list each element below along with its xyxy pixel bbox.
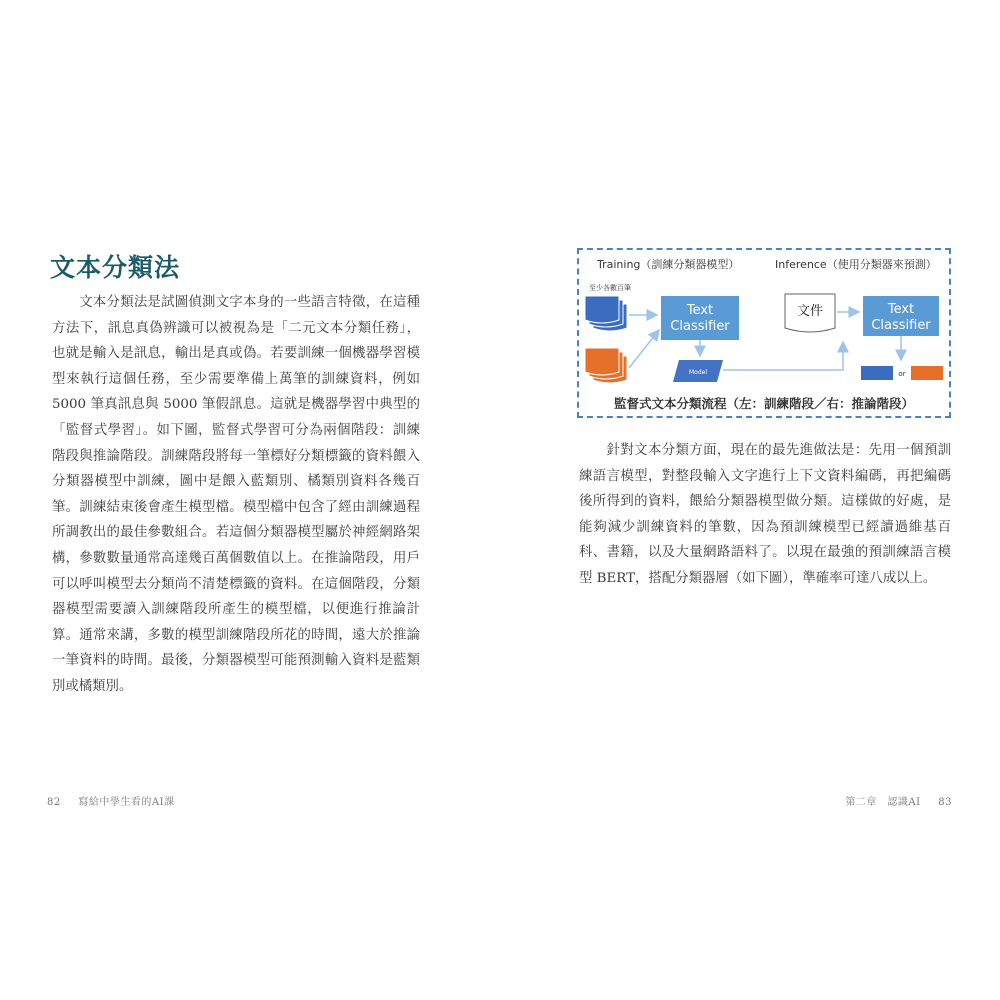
training-label: Training（訓練分類器模型） xyxy=(597,258,740,271)
left-page-number: 82 xyxy=(47,797,61,808)
right-paragraph: 針對文本分類方面，現在的最先進做法是：先用一個預訓練語言模型，對整段輸入文字進行上下文資料編碼，再把編碼後所得到的資料，餵給分類器模型做分類。這樣做的好處，是能夠減少訓練資料的筆數，因為預訓練模型已經讀過維基百科、書籍，以及大量網路語料了。以現在最強的預訓練語言模型 BERT，搭配分類器層（如下圖），準確率可達八成以上。 xyxy=(579,443,951,586)
left-paragraph: 文本分類法是試圖偵測文字本身的一些語言特徵，在這種方法下，訊息真偽辨識可以被視為是「二元文本分類任務」，也就是輸入是訊息，輸出是真或偽。若要訓練一個機器學習模型來執行這個任務，至少需要準備上萬筆的訓練資料，例如 5000 筆真訊息與 5000 筆假訊息。這就是機器學習中典型的「監督式學習」。如下圖，監督式學習可分為兩個階段：訓練階段與推論階段。訓練階段將每一筆標好分類標籤的資料餵入分類器模型中訓練，圖中是餵入藍類別、橘類別資料各幾百筆。訓練結束後會產生模型檔。模型檔中包含了經由訓練過程所調教出的最佳參數組合。若這個分類器模型屬於神經網路架構，參數數量通常高達幾百萬個數值以上。在推論階段，用戶可以呼叫模型去分類尚不清楚標籤的資料。在這個階段，分類器模型需要讀入訓練階段所產生的模型檔，以便進行推論計算。通常來講，多數的模型訓練階段所花的時間，遠大於推論一筆資料的時間。最後，分類器模型可能預測輸入資料是藍類別或橘類別。 xyxy=(52,295,420,694)
right-footer xyxy=(845,793,952,808)
right-page xyxy=(500,0,1000,1000)
training-classifier-line2: Classifier xyxy=(670,319,730,334)
right-page-number: 83 xyxy=(938,797,952,808)
orange-output xyxy=(911,366,943,380)
book-title: 寫給中學生看的AI課 xyxy=(78,797,175,808)
section-heading: 文本分類法 xyxy=(50,253,181,282)
model-label: Model xyxy=(688,369,708,376)
training-classifier-line1: Text xyxy=(686,303,714,318)
blue-output xyxy=(861,366,893,380)
blue-data-stack xyxy=(585,296,627,331)
orange-data-stack xyxy=(585,348,627,383)
classification-flow-figure xyxy=(577,248,951,418)
inference-classifier-line2: Classifier xyxy=(871,318,931,333)
inference-classifier-line1: Text xyxy=(887,302,915,317)
chapter-title: 第二章 認識AI xyxy=(845,797,921,808)
left-footer xyxy=(47,793,175,808)
or-label: or xyxy=(898,370,906,378)
flow-diagram xyxy=(579,250,949,416)
document-label: 文件 xyxy=(796,304,824,319)
small-count-label: 至少各數百筆 xyxy=(589,284,631,292)
inference-label: Inference（使用分類器來預測） xyxy=(775,258,937,271)
figure-caption: 監督式文本分類流程（左：訓練階段／右：推論階段） xyxy=(613,396,914,411)
